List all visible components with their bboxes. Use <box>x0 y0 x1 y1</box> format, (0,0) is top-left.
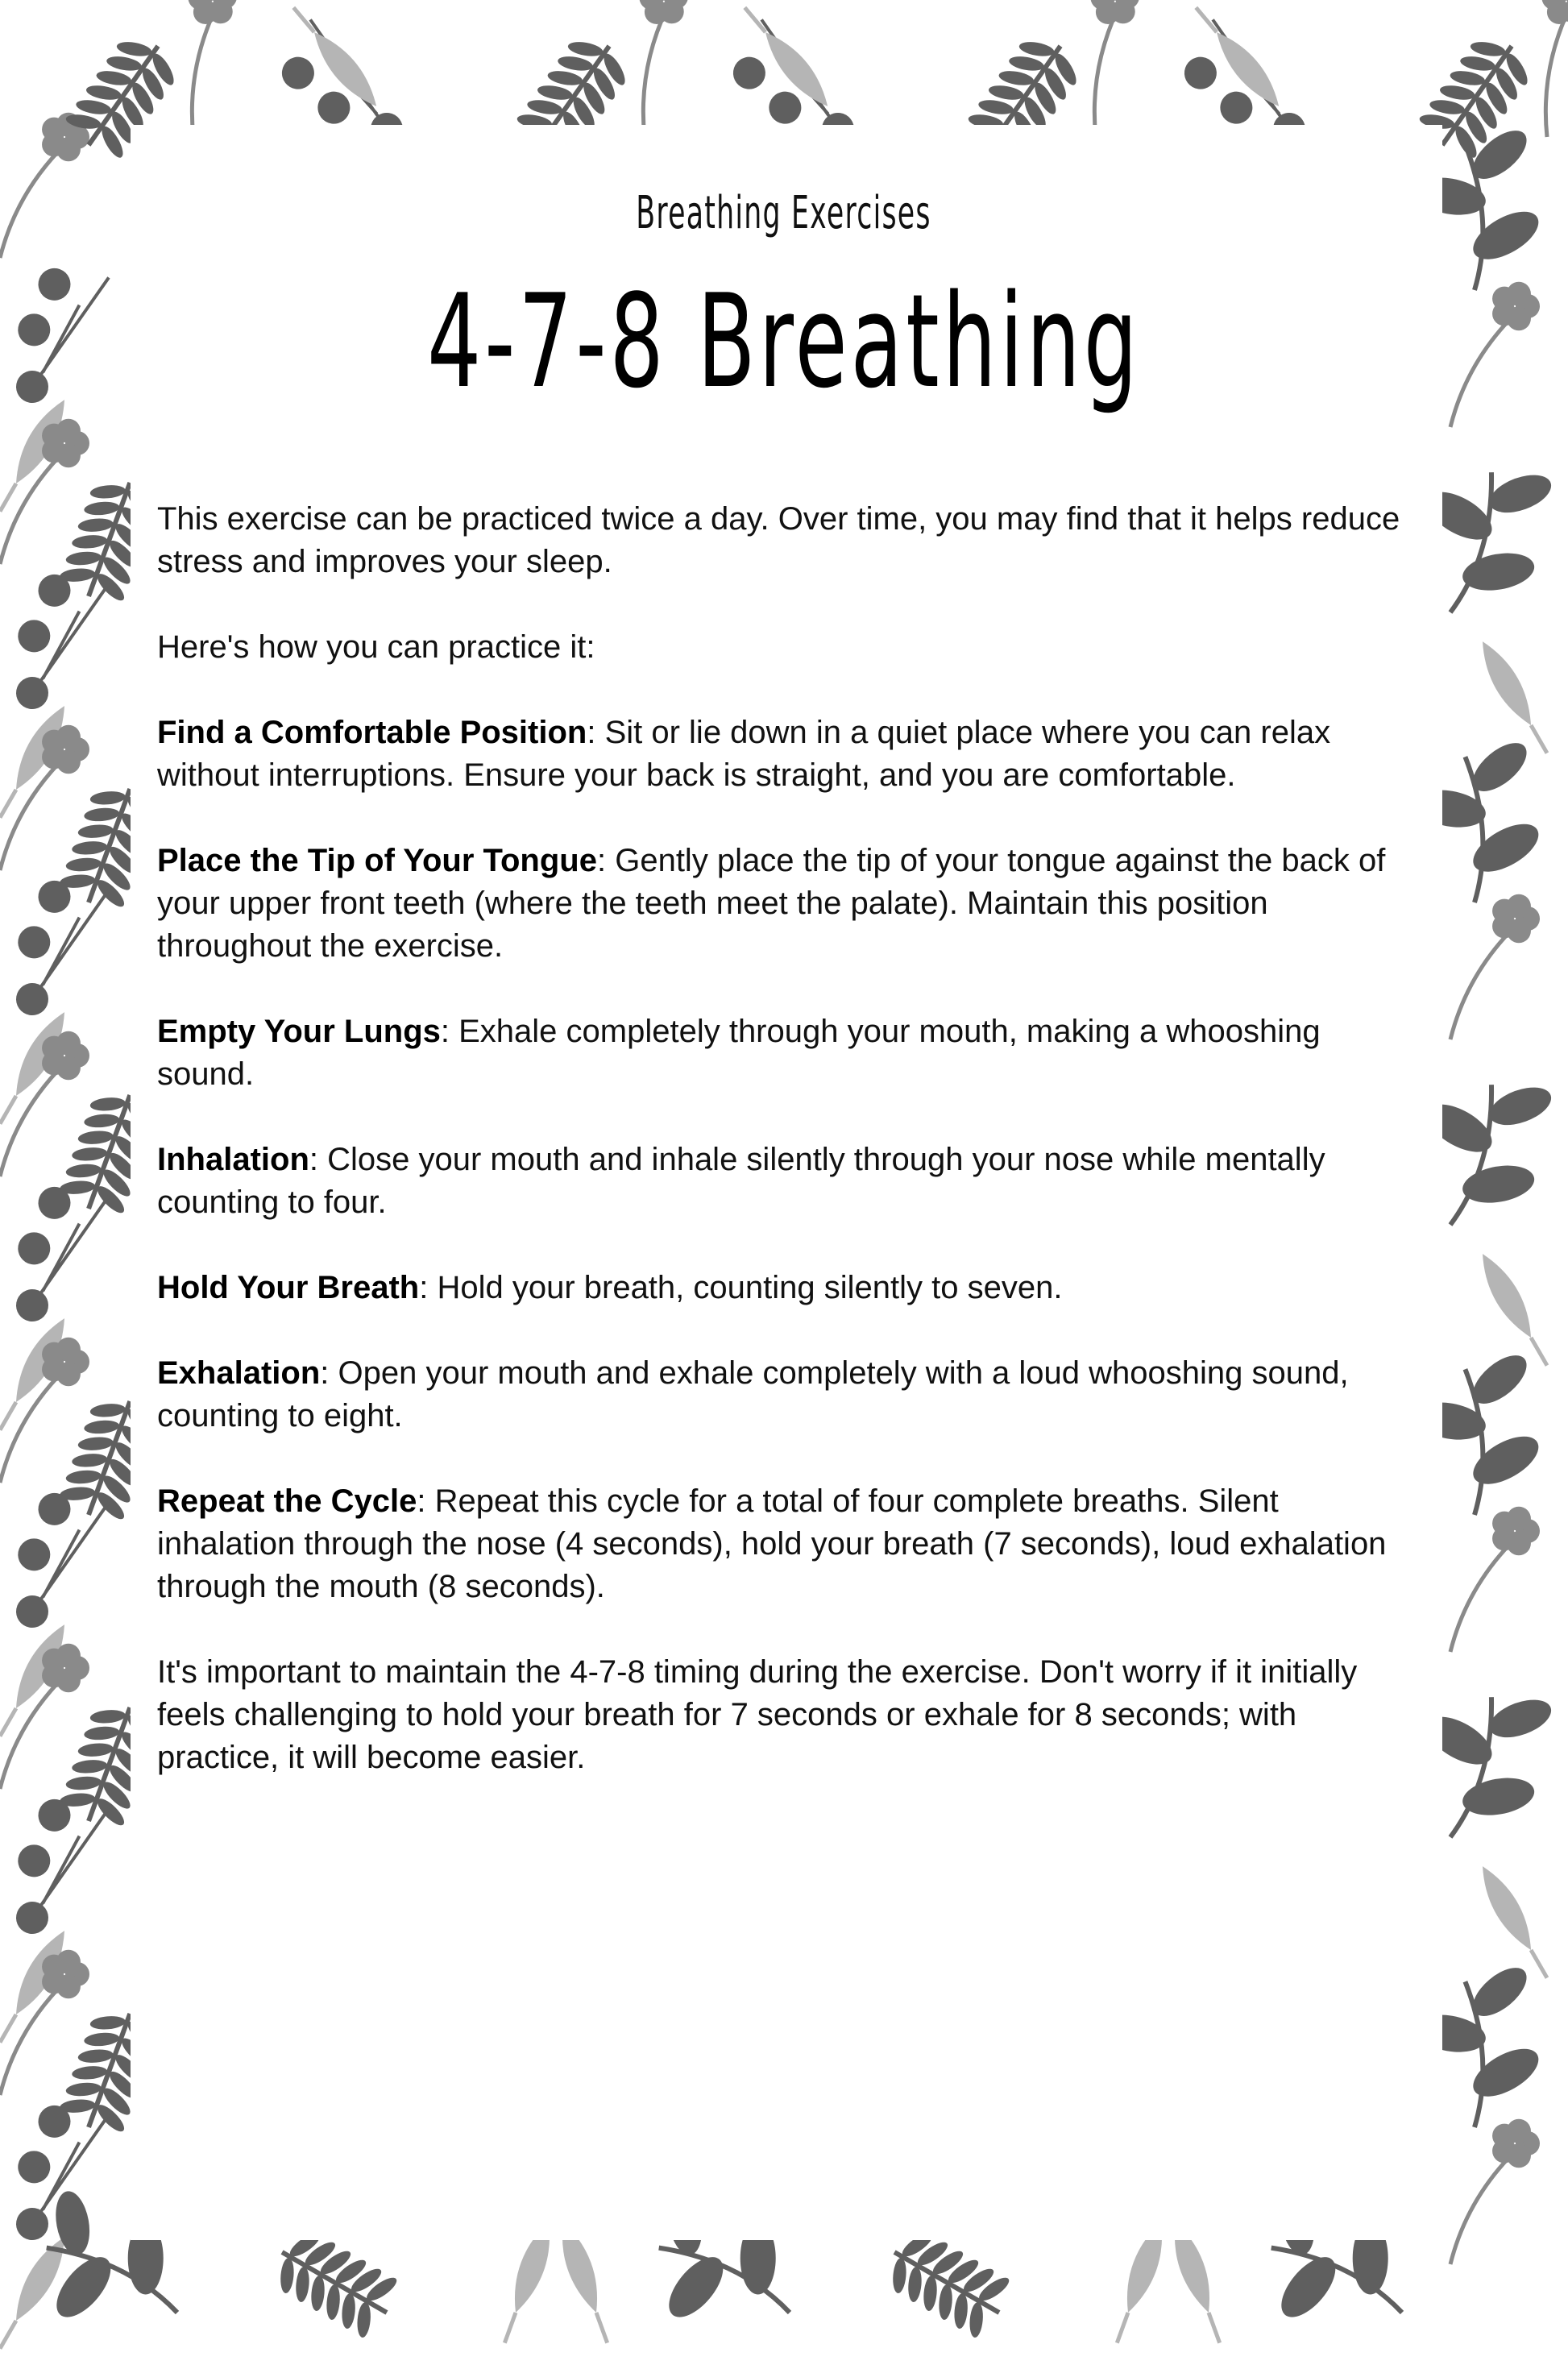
leaf-icon <box>1472 636 1558 760</box>
step-label: Empty Your Lungs <box>157 1014 441 1049</box>
flower-icon <box>1450 2119 1540 2264</box>
step-label: Inhalation <box>157 1142 309 1177</box>
flower-icon <box>1497 0 1568 137</box>
step-label: Hold Your Breath <box>157 1270 420 1305</box>
berry-branch-icon <box>6 876 109 1025</box>
leaf-icon <box>1472 1248 1558 1372</box>
step-label: Repeat the Cycle <box>157 1483 417 1519</box>
step-5: Hold Your Breath: Hold your breath, counting silently to seven. <box>157 1270 1063 1305</box>
lead-paragraph: Here's how you can practice it: <box>157 629 595 665</box>
intro-paragraph: This exercise can be practiced twice a day. Over time, you may find that it helps reduce stress and improves your sleep. <box>157 501 1400 579</box>
step-label: Place the Tip of Your Tongue <box>157 843 597 878</box>
step-2: Place the Tip of Your Tongue: Gently place the tip of your tongue against the back of your upper front teeth (where the teeth meet the palate). Maintain this position throughout the exercise. <box>157 843 1386 964</box>
berry-branch-icon <box>6 570 109 719</box>
page-title: 4-7-8 Breathing <box>427 266 1141 417</box>
step-label: Find a Comfortable Position <box>157 715 587 750</box>
step-4: Inhalation: Close your mouth and inhale silently through your nose while mentally counting to four. <box>157 1142 1325 1220</box>
step-1: Find a Comfortable Position: Sit or lie down in a quiet place where you can relax without interruptions. Ensure your back is straight, and you are comfortable. <box>157 715 1331 793</box>
leaf-icon <box>1472 1861 1558 1985</box>
berry-branch-icon <box>6 1488 109 1637</box>
flower-icon <box>1450 894 1540 1039</box>
step-6: Exhalation: Open your mouth and exhale completely with a loud whooshing sound, counting to eight. <box>157 1355 1349 1433</box>
berry-branch-icon <box>6 1794 109 1944</box>
subtitle: Breathing Exercises <box>636 187 932 239</box>
step-3: Empty Your Lungs: Exhale completely through your mouth, making a whooshing sound. <box>157 1014 1321 1092</box>
closing-paragraph: It's important to maintain the 4-7-8 timing during the exercise. Don't worry if it initially feels challenging to hold your breath for 7 seconds or exhale for 8 seconds; with practice, it will become easier. <box>157 1654 1358 1775</box>
document-body <box>157 498 1422 1779</box>
flower-icon <box>1450 1507 1540 1652</box>
step-label: Exhalation <box>157 1355 321 1391</box>
berry-branch-icon <box>6 1182 109 1331</box>
step-7: Repeat the Cycle: Repeat this cycle for a total of four complete breaths. Silent inhalation through the nose (4 seconds), hold your breath (7 seconds), loud exhalation through the mouth (8 seconds). <box>157 1483 1387 1604</box>
